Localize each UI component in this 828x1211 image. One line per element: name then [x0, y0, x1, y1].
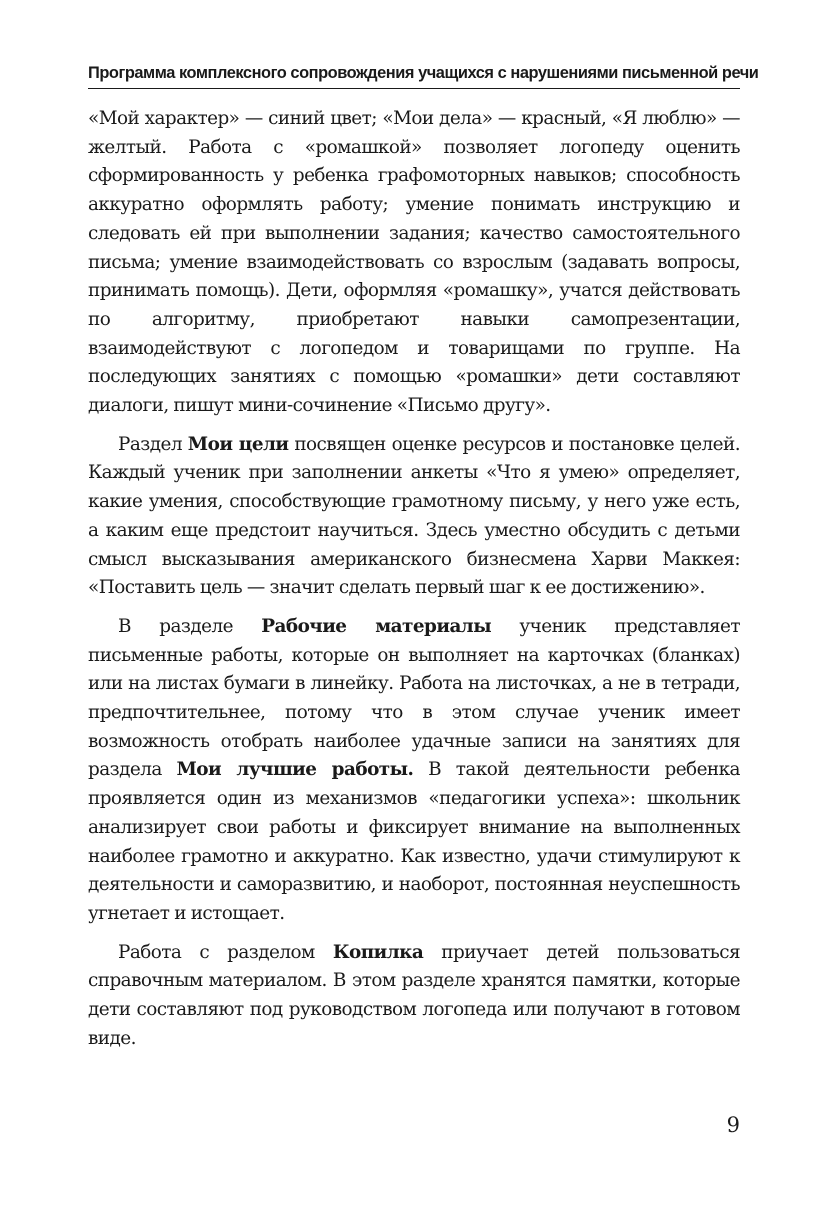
running-header: Программа комплексного сопровождения учащихся с нарушениями письменной речи — [88, 62, 740, 89]
section-name-working-materials: Рабочие материалы — [261, 615, 492, 637]
paragraph-3-middle: ученик представляет письменные работы, которые он выполняет на карточках (бланках) или на листах бумаги в линейку. Работа на листочках, а не в тетради, предпочтительнее, потому что в этом случае ученик имеет возможность отобрать наиболее удачные записи на занятиях для раздела — [88, 615, 741, 781]
paragraph-2 — [88, 431, 740, 603]
paragraph-4 — [88, 939, 740, 1054]
paragraph-4-before: Работа с разделом — [118, 941, 333, 963]
section-name-best-works: Мои лучшие работы. — [176, 759, 414, 781]
section-name-piggy-bank: Копилка — [332, 941, 424, 963]
paragraph-4-after: приучает детей пользоваться справочным материалом. В этом разделе хранятся памятки, которые дети составляют под руководством логопеда или получают в готовом виде. — [88, 941, 740, 1049]
paragraph-1-text: «Мой характер» — синий цвет; «Мои дела» — красный, «Я люблю» — желтый. Работа с «ромашкой» позволяет логопеду оценить сформированность у ребенка графомоторных навыков; способность аккуратно оформлять работу; умение понимать инструкцию и следовать ей при выполнении задания; качество самостоятельного письма; умение взаимодействовать со взрослым (задавать вопросы, принимать помощь). Дети, оформляя «ромашку», учатся действовать по алгоритму, приобретают навыки самопрезентации, взаимодействуют с логопедом и товарищами по группе. На последующих занятиях с помощью «ромашки» дети составляют диалоги, пишут мини-сочинение «Письмо другу». — [88, 108, 740, 417]
paragraph-3-before: В разделе — [118, 615, 262, 637]
paragraph-3 — [88, 613, 740, 929]
section-name-my-goals: Мои цели — [187, 433, 289, 455]
text-body — [88, 105, 740, 1064]
paragraph-2-before: Раздел — [118, 433, 188, 455]
paragraph-2-after: посвящен оценке ресурсов и постановке целей. Каждый ученик при заполнении анкеты «Что я умею» определяет, какие умения, способствующие грамотному письму, у него уже есть, а каким еще предстоит научиться. Здесь уместно обсудить с детьми смысл высказывания американского бизнесмена Харви Маккея: «Поставить цель — значит сделать первый шаг к ее достижению». — [88, 433, 740, 599]
paragraph-1 — [88, 105, 740, 421]
paragraph-3-after: В такой деятельности ребенка проявляется один из механизмов «педагогики успеха»: школьник анализирует свои работы и фиксирует внимание на выполненных наиболее грамотно и аккуратно. Как известно, удачи стимулируют к деятельности и саморазвитию, и наоборот, постоянная неуспешность угнетает и истощает. — [88, 759, 740, 924]
page-number: 9 — [726, 1113, 740, 1137]
